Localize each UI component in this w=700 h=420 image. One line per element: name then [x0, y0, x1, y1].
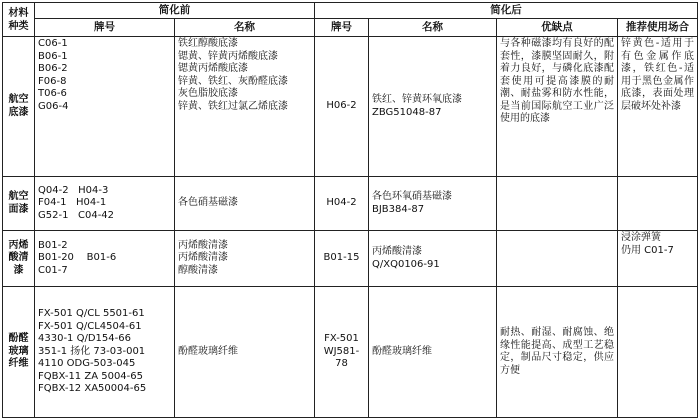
header-row-1: [3, 3, 698, 19]
before-brands-cell: FX-501 Q/CL 5501-61 FX-501 Q/CL4504-61 4330-1 Q/D154-66 351-1 扬化 73-03-001 4110 ODG-503-045 FQBX-11 ZA 5004-65 FQBX-12 XA50004-65: [35, 287, 175, 418]
before-names-cell: 酚醛玻璃纤维: [175, 287, 315, 418]
after-name-cell: 酚醛玻璃纤维: [369, 287, 497, 418]
header-row-2: [3, 19, 698, 37]
after-brand-cell: H04-2: [315, 177, 369, 231]
after-name-cell: 铁红、锌黄环氧底漆 ZBG51048-87: [369, 37, 497, 177]
pros-cons-cell: 耐热、耐湿、耐腐蚀、绝缘性能提高、成型工艺稳定，制品尺寸稳定，供应方便: [497, 287, 618, 418]
header-recommended-use: 推荐使用场合: [618, 19, 698, 37]
after-name-cell: 各色环氧硝基磁漆 BJB384-87: [369, 177, 497, 231]
before-brands-cell: B01-2 B01-20 B01-6 C01-7: [35, 231, 175, 287]
header-before: 简化前: [35, 3, 315, 19]
table-row: [3, 37, 698, 177]
before-names-cell: 各色硝基磁漆: [175, 177, 315, 231]
recommended-use-cell: 浸涂弹簧 仍用 C01-7: [618, 231, 698, 287]
header-pros-cons: 优缺点: [497, 19, 618, 37]
header-name-after: 名称: [369, 19, 497, 37]
after-name-cell: 丙烯酸清漆 Q/XQ0106-91: [369, 231, 497, 287]
pros-cons-cell: 与各种磁漆均有良好的配套性，漆膜坚固耐久，附着力良好，与磷化底漆配套使用可提高漆膜的耐潮、耐盐雾和防水性能，是当前国际航空工业广泛使用的底漆: [497, 37, 618, 177]
corner-bottom-label: 种类: [8, 20, 29, 32]
pros-cons-cell: [497, 231, 618, 287]
corner-top-label: 材料: [8, 7, 29, 19]
table-row: [3, 287, 698, 418]
before-names-cell: 丙烯酸清漆 丙烯酸清漆 醇酸清漆: [175, 231, 315, 287]
pros-cons-cell: [497, 177, 618, 231]
corner-cell: [3, 3, 35, 37]
category-cell: 酚醛 玻璃 纤维: [3, 287, 35, 418]
after-brand-cell: B01-15: [315, 231, 369, 287]
recommended-use-cell: 锌黄色-适用于有色金属作底漆，铁红色-适用于黑色金属作底漆，表面处理层破坏处补漆: [618, 37, 698, 177]
after-brand-cell: FX-501 WJ581-78: [315, 287, 369, 418]
before-brands-cell: Q04-2 H04-3 F04-1 H04-1 G52-1 C04-42: [35, 177, 175, 231]
category-cell: 航空 面漆: [3, 177, 35, 231]
table-row: [3, 177, 698, 231]
header-brand-after: 牌号: [315, 19, 369, 37]
header-after: 简化后: [315, 3, 698, 19]
recommended-use-cell: [618, 177, 698, 231]
header-name-before: 名称: [175, 19, 315, 37]
category-cell: 航空 底漆: [3, 37, 35, 177]
category-cell: 丙烯 酸清 漆: [3, 231, 35, 287]
material-simplification-table: [2, 2, 698, 418]
header-brand-before: 牌号: [35, 19, 175, 37]
before-brands-cell: C06-1 B06-1 B06-2 F06-8 T06-6 G06-4: [35, 37, 175, 177]
table-row: [3, 231, 698, 287]
recommended-use-cell: [618, 287, 698, 418]
after-brand-cell: H06-2: [315, 37, 369, 177]
before-names-cell: 铁红醇酸底漆 锶黄、锌黄丙烯酸底漆 锶黄丙烯酸底漆 锌黄、铁红、灰酚醛底漆 灰色脂胶底漆 锌黄、铁红过氯乙烯底漆: [175, 37, 315, 177]
